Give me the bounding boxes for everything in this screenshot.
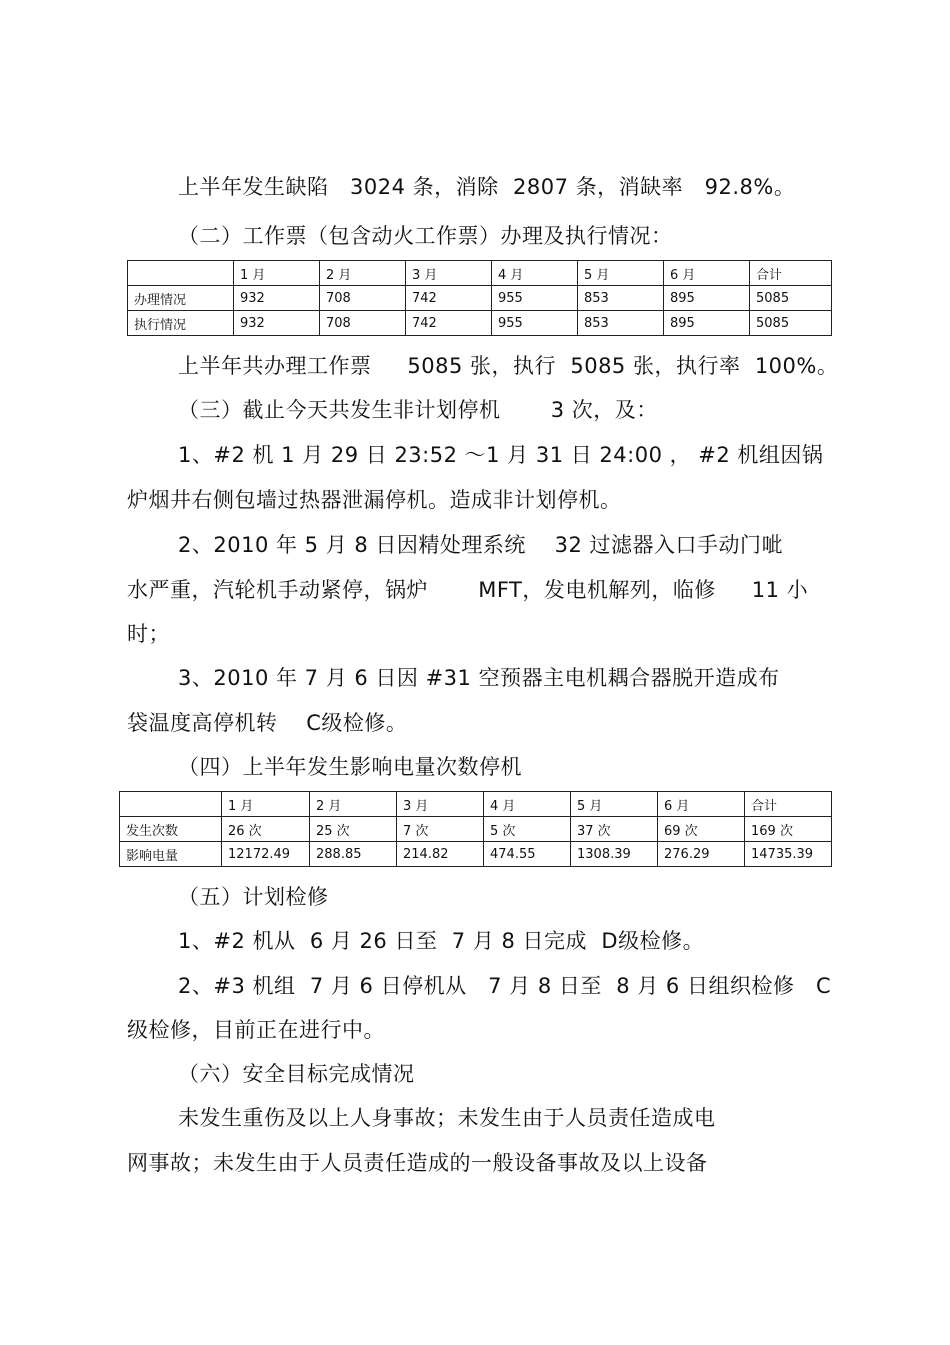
table-row — [120, 842, 832, 867]
ticket-table — [127, 260, 832, 336]
table-header-cell: 5 月 — [571, 792, 658, 817]
table-cell: 7 次 — [397, 817, 484, 842]
outage-table — [119, 791, 832, 867]
outage-item-2-line-3: 时； — [127, 622, 170, 646]
table-cell: 69 次 — [658, 817, 745, 842]
table-cell: 853 — [578, 311, 664, 336]
section4-heading: （四）上半年发生影响电量次数停机 — [178, 755, 522, 779]
section5-heading: （五）计划检修 — [178, 885, 329, 909]
table-header-cell: 3 月 — [406, 261, 492, 286]
table-header-cell: 6 月 — [664, 261, 750, 286]
table-cell: 169 次 — [745, 817, 832, 842]
table-cell: 影响电量 — [120, 842, 222, 867]
safety-line-1: 未发生重伤及以上人身事故；未发生由于人员责任造成电 — [178, 1106, 716, 1130]
table-cell: 发生次数 — [120, 817, 222, 842]
safety-line-2: 网事故；未发生由于人员责任造成的一般设备事故及以上设备 — [127, 1151, 708, 1175]
table-cell: 37 次 — [571, 817, 658, 842]
table-row — [120, 817, 832, 842]
section6-heading: （六）安全目标完成情况 — [178, 1062, 415, 1086]
plan-item-1: 1、#2 机从 6 月 26 日至 7 月 8 日完成 D级检修。 — [178, 929, 705, 953]
table-cell: 执行情况 — [128, 311, 234, 336]
table-cell: 12172.49 — [222, 842, 310, 867]
outage-item-2-line-1: 2、2010 年 5 月 8 日因精处理系统 32 过滤器入口手动门呲 — [178, 533, 783, 557]
table-header-cell: 1 月 — [234, 261, 320, 286]
table-header-cell: 6 月 — [658, 792, 745, 817]
table-header-cell: 4 月 — [484, 792, 571, 817]
table-header-cell: 2 月 — [310, 792, 397, 817]
table-cell: 932 — [234, 311, 320, 336]
table-header-cell: 5 月 — [578, 261, 664, 286]
table-header-cell — [128, 261, 234, 286]
table-cell: 276.29 — [658, 842, 745, 867]
outage-item-2-line-2: 水严重，汽轮机手动紧停，锅炉 MFT，发电机解列，临修 11 小 — [127, 578, 809, 602]
table-header-cell: 1 月 — [222, 792, 310, 817]
table-cell: 895 — [664, 311, 750, 336]
table-cell: 708 — [320, 286, 406, 311]
table-header-cell: 合计 — [745, 792, 832, 817]
table-cell: 14735.39 — [745, 842, 832, 867]
table-header-row — [128, 261, 832, 286]
table-cell: 853 — [578, 286, 664, 311]
section2-heading: （二）工作票（包含动火工作票）办理及执行情况： — [178, 224, 673, 248]
table-cell: 1308.39 — [571, 842, 658, 867]
plan-item-2-line-1: 2、#3 机组 7 月 6 日停机从 7 月 8 日至 8 月 6 日组织检修 C — [178, 974, 832, 998]
table-header-cell: 合计 — [750, 261, 832, 286]
table-cell: 214.82 — [397, 842, 484, 867]
table-cell: 742 — [406, 311, 492, 336]
table-cell: 288.85 — [310, 842, 397, 867]
table-cell: 742 — [406, 286, 492, 311]
table-cell: 5085 — [750, 286, 832, 311]
table-cell: 办理情况 — [128, 286, 234, 311]
table-cell: 474.55 — [484, 842, 571, 867]
outage-item-1-line-2: 炉烟井右侧包墙过热器泄漏停机。造成非计划停机。 — [127, 488, 622, 512]
outage-item-3-line-1: 3、2010 年 7 月 6 日因 #31 空预器主电机耦合器脱开造成布 — [178, 666, 780, 690]
table-header-cell — [120, 792, 222, 817]
table-cell: 26 次 — [222, 817, 310, 842]
table-cell: 932 — [234, 286, 320, 311]
table-cell: 708 — [320, 311, 406, 336]
table-header-cell: 4 月 — [492, 261, 578, 286]
table-cell: 5085 — [750, 311, 832, 336]
table-header-row — [120, 792, 832, 817]
outage-item-3-line-2: 袋温度高停机转 C级检修。 — [127, 711, 408, 735]
defects-summary: 上半年发生缺陷 3024 条，消除 2807 条，消缺率 92.8%。 — [178, 175, 796, 199]
table-header-cell: 3 月 — [397, 792, 484, 817]
ticket-summary: 上半年共办理工作票 5085 张，执行 5085 张，执行率 100%。 — [178, 354, 839, 378]
table-cell: 5 次 — [484, 817, 571, 842]
plan-item-2-line-2: 级检修，目前正在进行中。 — [127, 1018, 385, 1042]
table-row — [128, 286, 832, 311]
section3-heading: （三）截止今天共发生非计划停机 3 次，及： — [178, 398, 658, 422]
table-cell: 955 — [492, 286, 578, 311]
table-header-cell: 2 月 — [320, 261, 406, 286]
table-cell: 25 次 — [310, 817, 397, 842]
table-cell: 895 — [664, 286, 750, 311]
table-cell: 955 — [492, 311, 578, 336]
outage-item-1-line-1: 1、#2 机 1 月 29 日 23:52 ～1 月 31 日 24:00 ， #2 机组因锅 — [178, 443, 824, 467]
table-row — [128, 311, 832, 336]
